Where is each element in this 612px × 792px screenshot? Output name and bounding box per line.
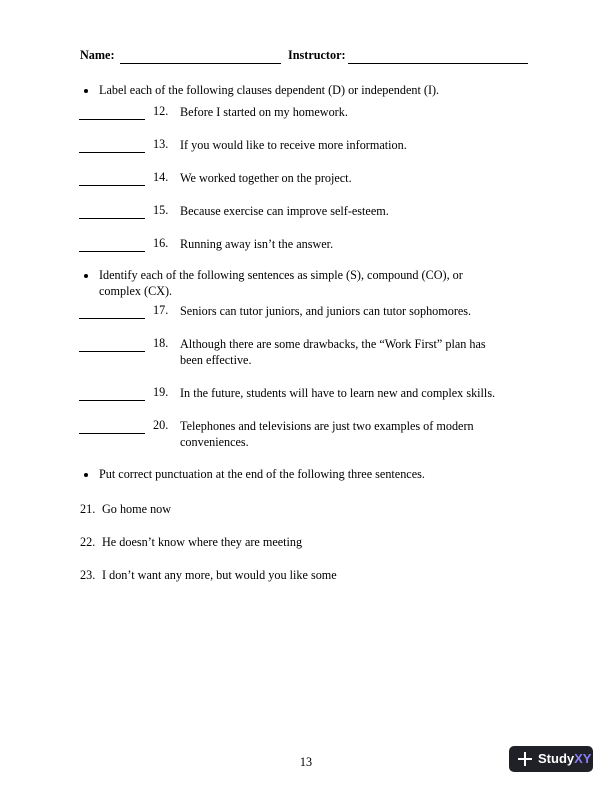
answer-blank-15[interactable] — [79, 218, 145, 219]
answer-blank-16[interactable] — [79, 251, 145, 252]
question-text: Because exercise can improve self-esteem. — [180, 204, 389, 218]
section3-instruction: Put correct punctuation at the end of the following three sentences. — [99, 467, 425, 481]
question-number: 14. — [153, 170, 169, 184]
answer-blank-19[interactable] — [79, 400, 145, 401]
item-text: He doesn’t know where they are meeting — [102, 535, 303, 549]
item-number: 21. — [80, 502, 96, 516]
question-text: In the future, students will have to learn new and complex skills. — [180, 386, 496, 400]
question-number: 20. — [153, 418, 169, 432]
answer-blank-17[interactable] — [79, 318, 145, 319]
question-number: 18. — [153, 336, 169, 350]
question-text: Before I started on my homework. — [180, 105, 348, 119]
question-text: We worked together on the project. — [180, 171, 352, 185]
plus-icon — [518, 752, 532, 766]
instructor-label: Instructor: — [288, 48, 346, 62]
section2-instruction-line1: Identify each of the following sentences as simple (S), compound (CO), or — [99, 268, 463, 282]
question-number: 12. — [153, 104, 169, 118]
page-number: 13 — [299, 755, 313, 769]
question-number: 19. — [153, 385, 169, 399]
question-number: 13. — [153, 137, 169, 151]
section2-instruction-line2: complex (CX). — [99, 284, 173, 298]
brand-logo: StudyXY — [538, 751, 592, 766]
answer-blank-12[interactable] — [79, 119, 145, 120]
item-number: 22. — [80, 535, 96, 549]
question-number: 17. — [153, 303, 169, 317]
question-text: Seniors can tutor juniors, and juniors can tutor sophomores. — [180, 304, 472, 318]
item-text: Go home now — [102, 502, 172, 516]
answer-blank-20[interactable] — [79, 433, 145, 434]
section1-instruction: Label each of the following clauses dependent (D) or independent (I). — [99, 83, 440, 97]
answer-blank-18[interactable] — [79, 351, 145, 352]
instructor-field[interactable] — [348, 63, 528, 64]
item-text: I don’t want any more, but would you like some — [102, 568, 337, 582]
name-field[interactable] — [120, 63, 281, 64]
bullet-icon — [84, 89, 88, 93]
question-text: If you would like to receive more information. — [180, 138, 407, 152]
question-number: 16. — [153, 236, 169, 250]
bullet-icon — [84, 274, 88, 278]
name-label: Name: — [80, 48, 115, 62]
answer-blank-14[interactable] — [79, 185, 145, 186]
question-text: Although there are some drawbacks, the “Work First” plan has been effective. — [180, 337, 486, 367]
question-text: Running away isn’t the answer. — [180, 237, 334, 251]
studyxy-badge[interactable] — [509, 746, 593, 772]
item-number: 23. — [80, 568, 96, 582]
answer-blank-13[interactable] — [79, 152, 145, 153]
question-text: Telephones and televisions are just two examples of modern conveniences. — [180, 419, 474, 449]
bullet-icon — [84, 473, 88, 477]
question-number: 15. — [153, 203, 169, 217]
